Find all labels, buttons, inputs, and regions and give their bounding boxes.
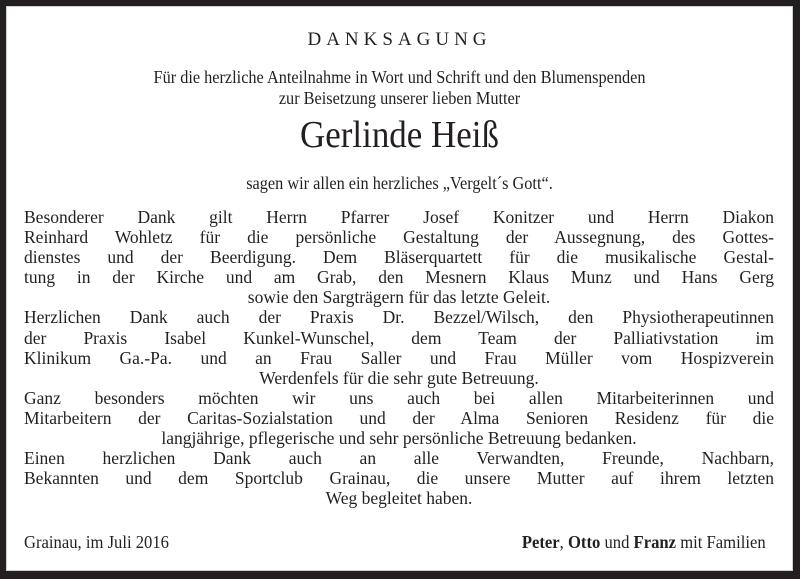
signature-separator: ,: [560, 532, 569, 552]
deceased-name: Gerlinde Heiß: [299, 114, 500, 156]
intro-line: zur Beisetzung unserer lieben Mutter: [278, 88, 521, 108]
body-line: Einen herzlichen Dank auch an alle Verwandten, Freunde, Nachbarn,: [24, 448, 774, 469]
body-line: Bekannten und dem Sportclub Grainau, die unsere Mutter auf ihrem letzten: [24, 468, 774, 489]
body-line: sowie den Sargträgern für das letzte Geleit.: [247, 287, 551, 308]
body-line: Reinhard Wohletz für die persönliche Gestaltung der Aussegnung, des Gottes-: [24, 227, 774, 248]
intro-line: Für die herzliche Anteilnahme in Wort und Schrift und den Blumenspenden: [153, 67, 646, 87]
body-line: langjährige, pflegerische und sehr persönliche Betreuung bedanken.: [161, 428, 637, 449]
body-line: Herzlichen Dank auch der Praxis Dr. Bezzel/Wilsch, den Physiotherapeutinnen: [24, 307, 774, 328]
signature-separator: und: [600, 532, 634, 552]
body-line: Mitarbeitern der Caritas-Sozialstation und der Alma Senioren Residenz für die: [24, 407, 774, 428]
body-line: Besonderer Dank gilt Herrn Pfarrer Josef Konitzer und Herrn Diakon: [24, 207, 774, 227]
obituary-notice: [6, 6, 793, 571]
body-line: der Praxis Isabel Kunkel-Wunschel, dem Team der Palliativstation im: [24, 327, 774, 348]
thanks-line: sagen wir allen ein herzliches „Vergelt´s Gott“.: [246, 173, 553, 193]
body-text: [24, 207, 774, 508]
body-line: Ganz besonders möchten wir uns auch bei allen Mitarbeiterinnen und: [24, 387, 774, 408]
body-line: Klinikum Ga.-Pa. und an Frau Saller und Frau Müller vom Hospizverein: [24, 347, 774, 368]
signature-name: Peter: [522, 532, 561, 552]
notice-heading: DANKSAGUNG: [307, 29, 492, 50]
signature: [522, 532, 766, 553]
signature-suffix: mit Familien: [676, 532, 766, 552]
place-date: Grainau, im Juli 2016: [24, 532, 169, 552]
signature-name: Otto: [568, 532, 601, 552]
signature-name: Franz: [633, 532, 677, 552]
body-line: dienstes und der Beerdigung. Dem Bläserquartett für die musikalische Gestal-: [24, 247, 774, 268]
body-line: Weg begleitet haben.: [325, 488, 473, 509]
body-line: Werdenfels für die sehr gute Betreuung.: [259, 367, 539, 388]
intro-text: [34, 67, 764, 109]
body-line: tung in der Kirche und am Grab, den Mesnern Klaus Munz und Hans Gerg: [24, 267, 774, 288]
